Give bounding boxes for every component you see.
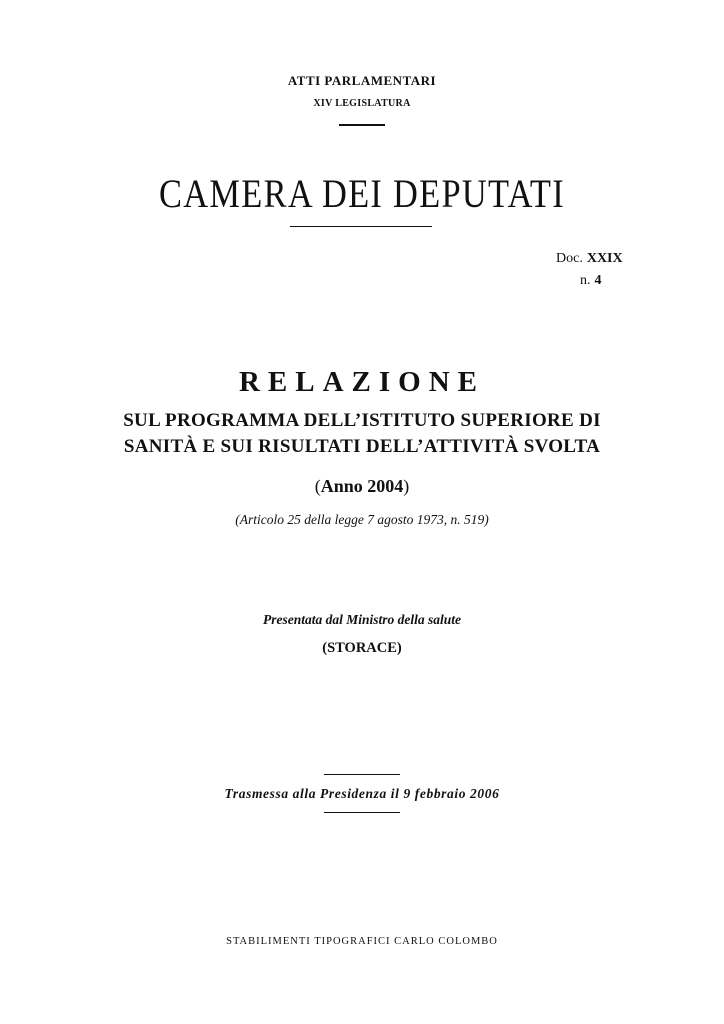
doc-number-row bbox=[540, 248, 650, 270]
report-title: RELAZIONE bbox=[238, 366, 486, 398]
printer-credit: STABILIMENTI TIPOGRAFICI CARLO COLOMBO bbox=[226, 936, 498, 947]
transmission-note: Trasmessa alla Presidenza il 9 febbraio 2006 bbox=[224, 786, 500, 801]
report-subtitle-line2: SANITÀ E SUI RISULTATI DELL’ATTIVITÀ SVOLTA bbox=[123, 436, 601, 457]
presented-by: Presentata dal Ministro della salute bbox=[262, 612, 462, 627]
minister-name: (STORACE) bbox=[322, 640, 402, 656]
report-subtitle bbox=[0, 408, 724, 460]
header-atti-parlamentari: ATTI PARLAMENTARI bbox=[287, 73, 437, 88]
legal-reference: (Articolo 25 della legge 7 agosto 1973, n. 519) bbox=[235, 512, 489, 527]
year-open-paren: ( bbox=[314, 476, 321, 496]
year-text: Anno 2004 bbox=[320, 476, 404, 496]
header-legislatura: XIV LEGISLATURA bbox=[313, 98, 411, 109]
title-divider bbox=[290, 226, 432, 227]
chamber-title: CAMERA DEI DEPUTATI bbox=[159, 171, 565, 216]
report-year bbox=[0, 476, 724, 497]
doc-value: XXIX bbox=[586, 251, 623, 266]
num-label: n. bbox=[580, 273, 591, 288]
num-value: 4 bbox=[594, 273, 602, 288]
document-reference bbox=[540, 248, 650, 292]
doc-label: Doc. bbox=[556, 251, 583, 266]
header-divider bbox=[339, 124, 385, 126]
year-close-paren: ) bbox=[403, 476, 410, 496]
report-subtitle-line1: SUL PROGRAMMA DELL’ISTITUTO SUPERIORE DI bbox=[123, 410, 601, 431]
issue-number-row bbox=[540, 270, 650, 292]
transmission-top-divider bbox=[324, 774, 400, 775]
transmission-bottom-divider bbox=[324, 812, 400, 813]
